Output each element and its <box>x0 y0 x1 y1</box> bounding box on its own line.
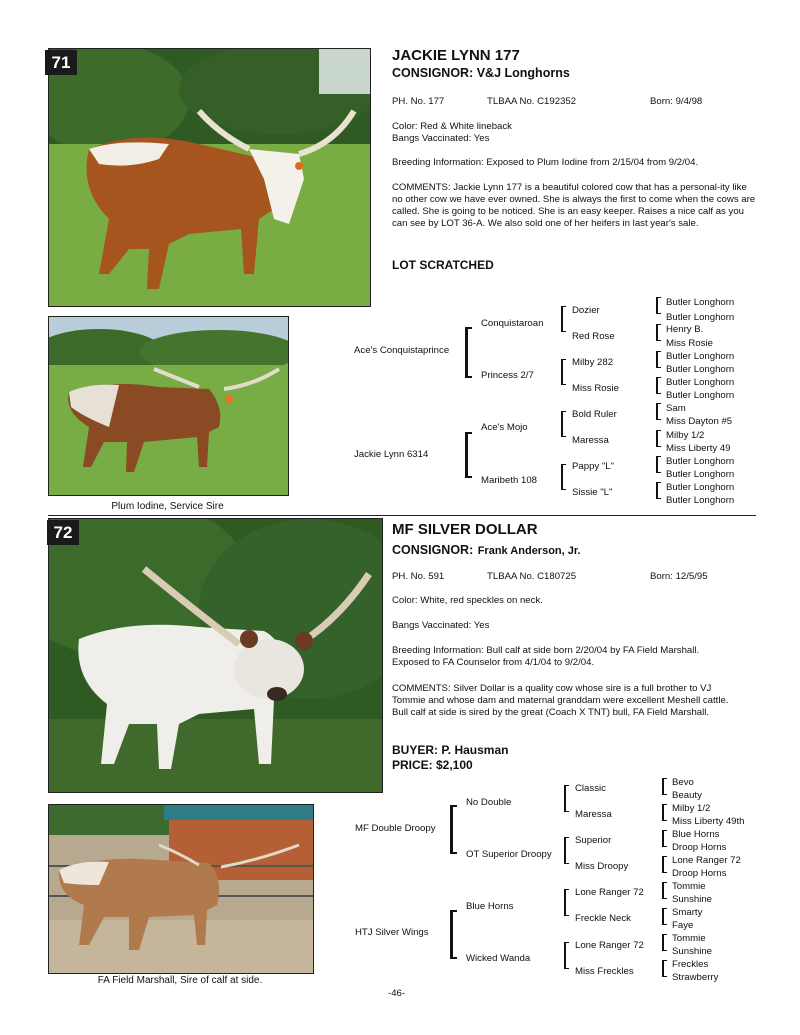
lot72-ped-ggg8: Droop Horns <box>672 868 727 879</box>
lot71-ped-gg3: Milby 282 <box>572 357 614 368</box>
lot72-bangs: Bangs Vaccinated: Yes <box>392 620 490 631</box>
lot71-ped-ggg5: Butler Longhorn <box>666 351 735 362</box>
lot71-tlbaa-no: TLBAA No. C192352 <box>487 96 577 107</box>
lot72-ped-bracket-g4 <box>564 942 569 969</box>
lot72-ped-bracket-gg1 <box>662 778 667 795</box>
lot71-bangs: Bangs Vaccinated: Yes <box>392 133 490 144</box>
lot72-sire-caption: FA Field Marshall, Sire of calf at side. <box>97 975 263 986</box>
lot72-ped-ggg5: Blue Horns <box>672 829 720 840</box>
lot71-ped-dam: Jackie Lynn 6314 <box>354 449 429 460</box>
section-divider <box>48 515 756 516</box>
lot71-ped-ggg14: Butler Longhorn <box>666 469 735 480</box>
lot71-ped-ggg13: Butler Longhorn <box>666 456 735 467</box>
lot71-ped-ggg9: Sam <box>666 403 686 414</box>
lot72-breeding: Breeding Information: Bull calf at side born 2/20/04 by FA Field Marshall. Exposed to FA Counselor from 4/1/04 to 9/2/04. <box>392 645 700 668</box>
lot72-ped-bracket-gg7 <box>662 934 667 951</box>
lot72-consignor-label: CONSIGNOR: <box>392 543 474 557</box>
lot72-ped-ggg15: Freckles <box>672 959 709 970</box>
lot72-ped-gg2: Maressa <box>575 809 612 820</box>
lot72-ped-ggg11: Smarty <box>672 907 703 918</box>
lot72-ped-bracket-gg8 <box>662 960 667 977</box>
lot71-status: LOT SCRATCHED <box>392 258 494 272</box>
lot71-ped-g2: Princess 2/7 <box>481 370 534 381</box>
lot72-ped-gg4: Miss Droopy <box>575 861 629 872</box>
lot72-ped-gg8: Miss Freckles <box>575 966 634 977</box>
lot71-ped-ggg8: Butler Longhorn <box>666 390 735 401</box>
lot72-title: MF SILVER DOLLAR <box>392 521 538 538</box>
lot71-ped-bracket-g1 <box>561 306 566 332</box>
lot71-ped-ggg7: Butler Longhorn <box>666 377 735 388</box>
lot72-ped-bracket-gg6 <box>662 908 667 925</box>
lot71-sire-photo <box>48 316 289 496</box>
lot72-ped-ggg16: Strawberry <box>672 972 719 983</box>
lot72-consignor-name: Frank Anderson, Jr. <box>477 545 581 557</box>
lot71-ped-bracket-gg2 <box>656 324 661 341</box>
lot72-ped-ggg14: Sunshine <box>672 946 713 957</box>
lot72-ped-ggg6: Droop Horns <box>672 842 727 853</box>
lot71-ped-g3: Ace's Mojo <box>481 422 528 433</box>
lot72-ped-gg7: Lone Ranger 72 <box>575 940 644 951</box>
lot71-ped-bracket-g4 <box>561 464 566 490</box>
lot71-ped-bracket-g2 <box>561 359 566 385</box>
lot72-ped-bracket-g3 <box>564 889 569 916</box>
lot71-sire-caption: Plum Iodine, Service Sire <box>111 501 224 512</box>
lot71-ped-bracket-dam <box>465 432 472 478</box>
lot71-ped-bracket-sire <box>465 327 472 378</box>
lot72-ped-bracket-gg5 <box>662 882 667 899</box>
lot72-ped-ggg4: Miss Liberty 49th <box>672 816 745 827</box>
lot71-comments: COMMENTS: Jackie Lynn 177 is a beautiful colored cow that has a personal-ity like no other cow we have ever owned. She is always the first to come when the cows are called. She is going to be noticed. She is an easy keeper. Raises a nice calf as you can see by LOT 36-A. We also sold one of her heifers in last year's sale. <box>392 182 756 229</box>
lot72-ped-gg5: Lone Ranger 72 <box>575 887 644 898</box>
lot72-ped-bracket-dam <box>450 910 457 959</box>
lot71-ped-gg5: Bold Ruler <box>572 409 617 420</box>
lot71-ped-bracket-gg7 <box>656 456 661 473</box>
lot71-ped-gg8: Sissie "L" <box>572 487 613 498</box>
lot71-ped-bracket-gg6 <box>656 430 661 447</box>
lot71-ped-gg6: Maressa <box>572 435 609 446</box>
lot71-color: Color: Red & White lineback <box>392 121 512 132</box>
lot72-ped-ggg7: Lone Ranger 72 <box>672 855 741 866</box>
lot72-ped-bracket-gg2 <box>662 804 667 821</box>
lot71-ped-gg4: Miss Rosie <box>572 383 619 394</box>
lot71-ped-ggg6: Butler Longhorn <box>666 364 735 375</box>
lot72-ped-bracket-g1 <box>564 785 569 812</box>
lot72-ped-gg3: Superior <box>575 835 612 846</box>
lot71-ped-ggg16: Butler Longhorn <box>666 495 735 506</box>
lot72-price: PRICE: $2,100 <box>392 758 473 772</box>
lot72-ped-ggg3: Milby 1/2 <box>672 803 711 814</box>
lot72-ped-bracket-gg4 <box>662 856 667 873</box>
lot72-color: Color: White, red speckles on neck. <box>392 595 543 606</box>
lot72-comments: COMMENTS: Silver Dollar is a quality cow whose sire is a full brother to VJ Tommie and whose dam and maternal granddam were excellent Meshell cattle. Bull calf at side is sired by the great (Coach X TNT) bull, FA Field Marshall. <box>392 683 729 718</box>
lot71-ped-ggg15: Butler Longhorn <box>666 482 735 493</box>
lot72-ped-g4: Wicked Wanda <box>466 953 531 964</box>
lot72-ped-bracket-sire <box>450 805 457 854</box>
page-number: -46- <box>388 988 406 999</box>
lot72-ped-g3: Blue Horns <box>466 901 514 912</box>
lot72-ped-bracket-gg3 <box>662 830 667 847</box>
lot72-ph-no: PH. No. 591 <box>392 571 445 582</box>
lot71-ped-ggg1: Butler Longhorn <box>666 297 735 308</box>
lot71-ped-gg1: Dozier <box>572 305 600 316</box>
lot71-ped-bracket-gg5 <box>656 403 661 420</box>
lot71-ped-ggg12: Miss Liberty 49 <box>666 443 731 454</box>
lot72-born: Born: 12/5/95 <box>650 571 708 582</box>
lot72-consignor <box>392 541 581 559</box>
lot71-born: Born: 9/4/98 <box>650 96 703 107</box>
lot72-ped-sire: MF Double Droopy <box>355 823 436 834</box>
lot72-ped-ggg2: Beauty <box>672 790 702 801</box>
lot71-ped-bracket-gg3 <box>656 351 661 368</box>
lot71-ped-sire: Ace's Conquistaprince <box>354 345 450 356</box>
lot72-ped-gg1: Classic <box>575 783 606 794</box>
lot71-title: JACKIE LYNN 177 <box>392 47 520 64</box>
lot72-ped-g2: OT Superior Droopy <box>466 849 552 860</box>
lot72-ped-ggg1: Bevo <box>672 777 694 788</box>
lot72-ped-g1: No Double <box>466 797 512 808</box>
lot72-ped-bracket-g2 <box>564 837 569 864</box>
lot71-ped-bracket-g3 <box>561 411 566 437</box>
lot72-sire-photo <box>48 804 314 974</box>
lot71-ped-bracket-gg1 <box>656 297 661 314</box>
lot72-ped-ggg12: Faye <box>672 920 694 931</box>
lot71-number-badge: 71 <box>45 50 77 75</box>
lot71-ped-bracket-gg4 <box>656 377 661 394</box>
lot71-ped-gg7: Pappy "L" <box>572 461 615 472</box>
lot71-ped-g4: Maribeth 108 <box>481 475 537 486</box>
lot71-consignor: CONSIGNOR: V&J Longhorns <box>392 66 570 80</box>
lot71-ped-ggg4: Miss Rosie <box>666 338 713 349</box>
lot72-number-badge: 72 <box>47 520 79 545</box>
lot72-cow-photo <box>48 518 383 793</box>
lot71-breeding: Breeding Information: Exposed to Plum Iodine from 2/15/04 from 9/2/04. <box>392 157 699 168</box>
lot71-ph-no: PH. No. 177 <box>392 96 445 107</box>
lot71-ped-ggg2: Butler Longhorn <box>666 312 735 323</box>
lot72-ped-ggg9: Tommie <box>672 881 706 892</box>
lot72-buyer: BUYER: P. Hausman <box>392 743 509 757</box>
lot71-ped-ggg10: Miss Dayton #5 <box>666 416 733 427</box>
lot72-ped-dam: HTJ Silver Wings <box>355 927 429 938</box>
lot72-ped-gg6: Freckle Neck <box>575 913 631 924</box>
lot71-ped-ggg11: Milby 1/2 <box>666 430 705 441</box>
lot71-ped-gg2: Red Rose <box>572 331 615 342</box>
lot72-ped-ggg10: Sunshine <box>672 894 713 905</box>
lot71-ped-bracket-gg8 <box>656 482 661 499</box>
lot72-tlbaa-no: TLBAA No. C180725 <box>487 571 577 582</box>
lot71-cow-photo <box>48 48 371 307</box>
lot72-ped-ggg13: Tommie <box>672 933 706 944</box>
lot71-ped-g1: Conquistaroan <box>481 318 544 329</box>
lot71-ped-ggg3: Henry B. <box>666 324 704 335</box>
